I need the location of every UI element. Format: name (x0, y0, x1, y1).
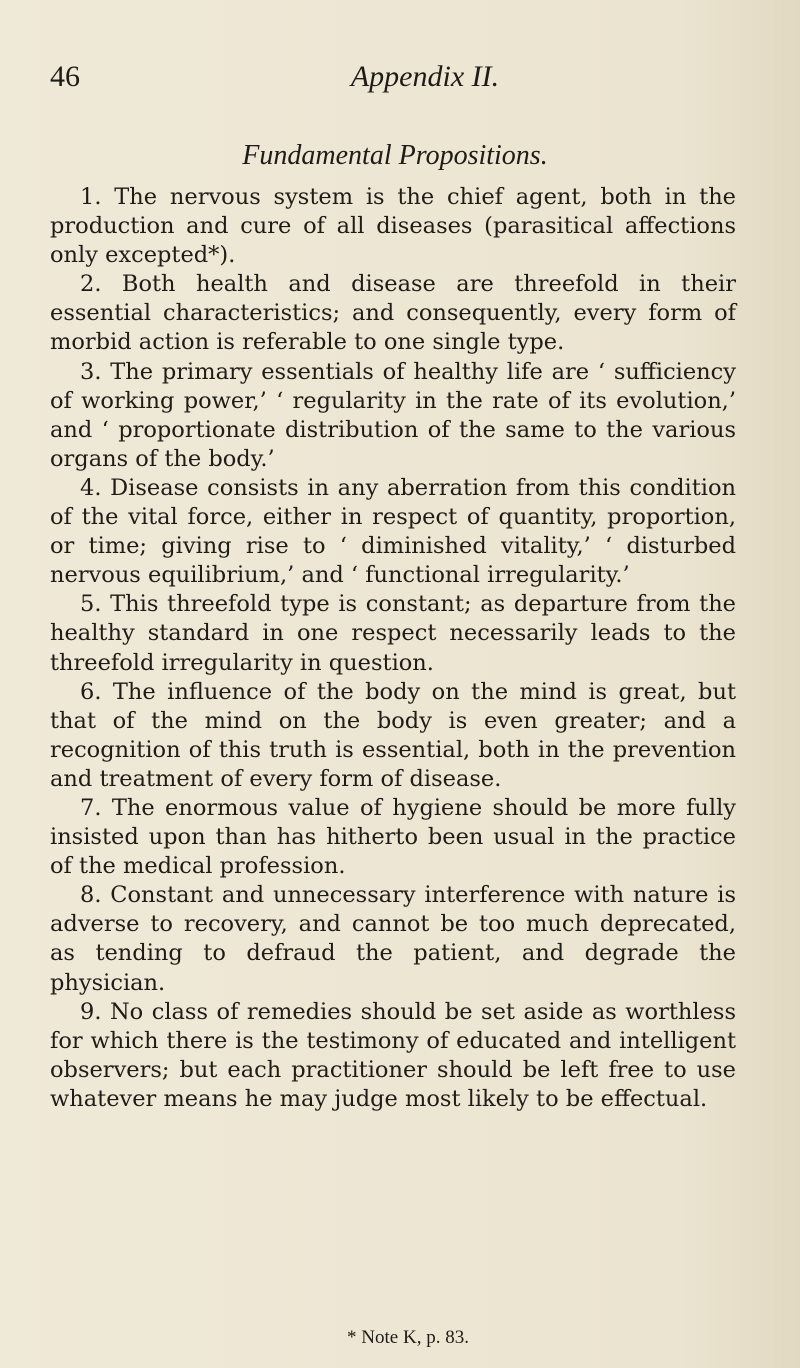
proposition-2: 2. Both health and disease are threefold in their essential characteristics; and consequently, every form of morbid action is referable to one single type. (50, 271, 736, 356)
proposition-8: 8. Constant and unnecessary interference with nature is adverse to recovery, and cannot be too much deprecated, as tending to defraud the patient, and degrade the physician. (50, 882, 736, 996)
proposition-1: 1. The nervous system is the chief agent, both in the production and cure of all diseases (parasitical affections only excepted*). (50, 184, 736, 269)
proposition-6: 6. The influence of the body on the mind is great, but that of the mind on the body is even greater; and a recognition of this truth is essential, both in the prevention and treatment of every form of disease. (50, 678, 736, 792)
page-number: 46 (50, 60, 80, 93)
proposition-5: 5. This threefold type is constant; as departure from the healthy standard in one respect necessarily leads to the threefold irregularity in question. (50, 591, 736, 676)
footnote: * Note K, p. 83. (347, 1327, 469, 1348)
proposition-7: 7. The enormous value of hygiene should be more fully insisted upon than has hitherto been usual in the practice of the medical profession. (50, 794, 736, 880)
proposition-4: 4. Disease consists in any aberration from this condition of the vital force, either in respect of quantity, proportion, or time; giving rise to ‘ diminished vitality,’ ‘ disturbed nervous equilibrium,’ and ‘ functional irregularity.’ (50, 474, 736, 589)
section-title: Fundamental Propositions. (242, 140, 548, 171)
proposition-9: 9. No class of remedies should be set aside as worthless for which there is the testimony of educated and intelligent observers; but each practitioner should be left free to use whatever means he may judge most likely to be effectual. (50, 998, 736, 1112)
propositions-list (50, 183, 736, 1114)
running-head: Appendix II. (350, 60, 500, 93)
page-header (50, 60, 740, 108)
proposition-3: 3. The primary essentials of healthy life are ‘ sufficiency of working power,’ ‘ regularity in the rate of its evolution,’ and ‘ proportionate distribution of the same to the various organs of the body.’ (50, 358, 736, 472)
